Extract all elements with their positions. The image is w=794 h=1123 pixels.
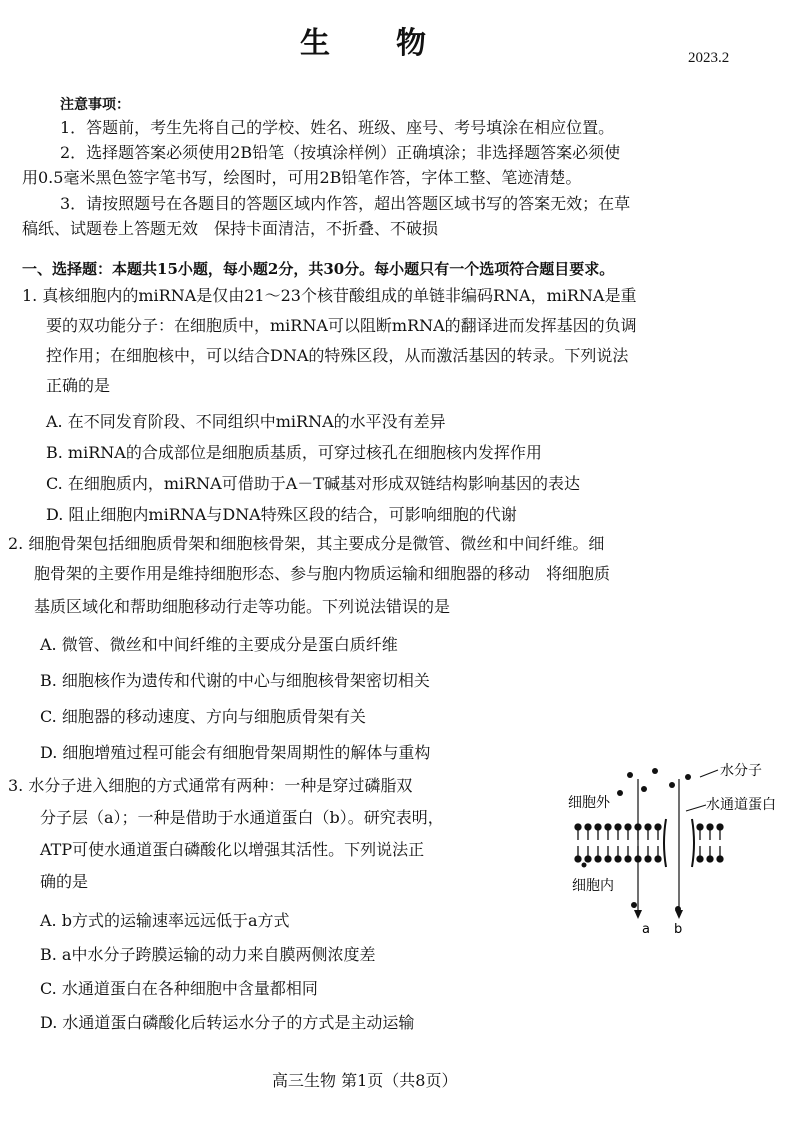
aquaporin-label: 水通道蛋白 bbox=[706, 797, 776, 813]
page-footer: 高三生物 第1页（共8页） bbox=[272, 1071, 458, 1090]
inside-cell-label: 细胞内 bbox=[572, 878, 614, 894]
outside-cell-label: 细胞外 bbox=[568, 795, 610, 811]
phospholipid-bilayer bbox=[575, 824, 723, 862]
q1-stem-line: 要的双功能分子：在细胞质中，miRNA可以阻断mRNA的翻译进而发挥基因的负调 bbox=[46, 316, 637, 335]
q3-option-a: A. b方式的运输速率远远低于a方式 bbox=[40, 911, 290, 930]
notice-line: 用0.5毫米黑色签字笔书写，绘图时，可用2B铅笔作答，字体工整、笔迹清楚。 bbox=[22, 168, 582, 187]
pathway-a-label: a bbox=[642, 922, 650, 937]
aquaporin-label-pointer bbox=[686, 805, 706, 811]
q3-stem-line: 分子层（a）；一种是借助于水通道蛋白（b）。研究表明， bbox=[40, 808, 444, 827]
q2-stem-line: 胞骨架的主要作用是维持细胞形态、参与胞内物质运输和细胞器的移动 将细胞质 bbox=[34, 564, 611, 583]
q3-stem-line: 3. 水分子进入细胞的方式通常有两种：一种是穿过磷脂双 bbox=[8, 776, 413, 795]
q2-option-d: D. 细胞增殖过程可能会有细胞骨架周期性的解体与重构 bbox=[40, 743, 431, 762]
q3-stem-line: ATP可使水通道蛋白磷酸化以增强其活性。下列说法正 bbox=[40, 840, 425, 859]
membrane-figure bbox=[560, 755, 790, 940]
arrow-b-head bbox=[675, 910, 683, 919]
q1-option-a: A. 在不同发育阶段、不同组织中miRNA的水平没有差异 bbox=[46, 412, 446, 431]
q1-option-d: D. 阻止细胞内miRNA与DNA特殊区段的结合，可影响细胞的代谢 bbox=[46, 505, 517, 524]
page-title: 生 物 bbox=[300, 26, 428, 61]
notice-line: 稿纸、试题卷上答题无效 保持卡面清洁，不折叠、不破损 bbox=[22, 219, 439, 238]
q3-option-b: B. a中水分子跨膜运输的动力来自膜两侧浓度差 bbox=[40, 945, 376, 964]
notice-line: 3．请按照题号在各题目的答题区域内作答，超出答题区域书写的答案无效；在草 bbox=[60, 194, 631, 213]
q2-option-c: C. 细胞器的移动速度、方向与细胞质骨架有关 bbox=[40, 707, 366, 726]
q1-stem-line: 正确的是 bbox=[46, 376, 111, 395]
q1-stem-line: 1. 真核细胞内的miRNA是仅由21～23个核苷酸组成的单链非编码RNA，miRNA是重 bbox=[22, 286, 637, 305]
q2-stem-line: 基质区域化和帮助细胞移动行走等功能。下列说法错误的是 bbox=[34, 597, 451, 616]
arrow-a-head bbox=[634, 910, 642, 919]
notice-line: 1．答题前，考生先将自己的学校、姓名、班级、座号、考号填涂在相应位置。 bbox=[60, 118, 615, 137]
q2-option-b: B. 细胞核作为遗传和代谢的中心与细胞核骨架密切相关 bbox=[40, 671, 430, 690]
q1-stem-line: 控作用；在细胞核中，可以结合DNA的特殊区段，从而激活基因的转录。下列说法 bbox=[46, 346, 629, 365]
notice-heading: 注意事项： bbox=[60, 97, 130, 113]
water-molecule-label: 水分子 bbox=[720, 763, 762, 779]
q1-option-b: B. miRNA的合成部位是细胞质基质，可穿过核孔在细胞核内发挥作用 bbox=[46, 443, 542, 462]
q3-option-c: C. 水通道蛋白在各种细胞中含量都相同 bbox=[40, 979, 318, 998]
water-label-pointer bbox=[700, 770, 718, 777]
notice-line: 2．选择题答案必须使用2B铅笔（按填涂样例）正确填涂；非选择题答案必须使 bbox=[60, 143, 621, 162]
q1-option-c: C. 在细胞质内，miRNA可借助于A－T碱基对形成双链结构影响基因的表达 bbox=[46, 474, 580, 493]
q2-stem-line: 2. 细胞骨架包括细胞质骨架和细胞核骨架，其主要成分是微管、微丝和中间纤维。细 bbox=[8, 534, 605, 553]
pathway-b-label: b bbox=[674, 922, 683, 937]
q2-option-a: A. 微管、微丝和中间纤维的主要成分是蛋白质纤维 bbox=[40, 635, 398, 654]
q3-option-d: D. 水通道蛋白磷酸化后转运水分子的方式是主动运输 bbox=[40, 1013, 415, 1032]
q3-stem-line: 确的是 bbox=[40, 872, 89, 891]
section-heading: 一、选择题：本题共15小题，每小题2分，共30分。每小题只有一个选项符合题目要求。 bbox=[22, 260, 615, 278]
exam-date: 2023.2 bbox=[688, 50, 730, 66]
